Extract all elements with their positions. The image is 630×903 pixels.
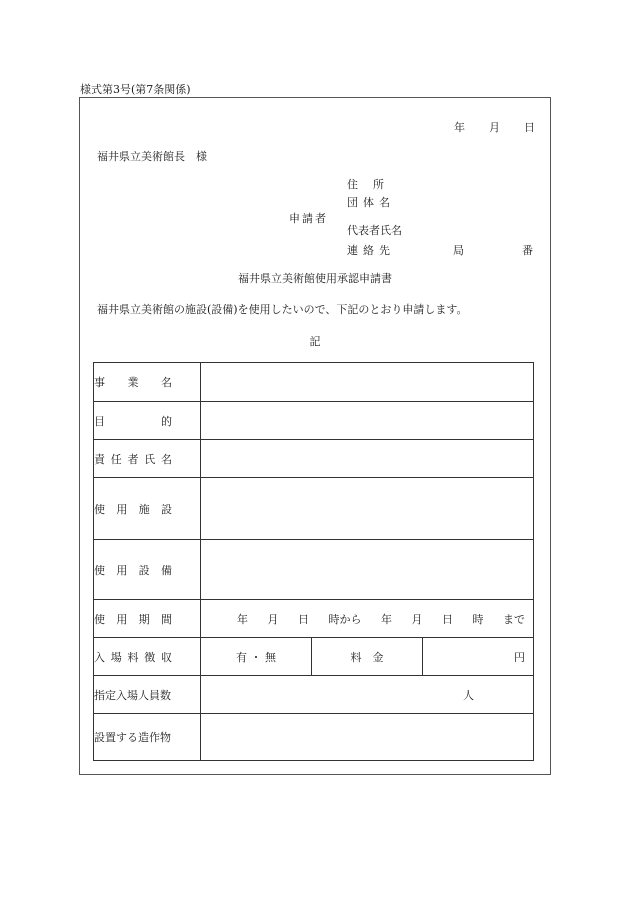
table-row	[94, 402, 534, 440]
addressee: 福井県立美術館長 様	[97, 150, 207, 163]
body-text: 福井県立美術館の施設(設備)を使用したいので、下記のとおり申請します。	[97, 303, 468, 316]
date-month: 月	[489, 121, 500, 134]
fee-field[interactable]: 円	[423, 638, 534, 676]
date-day: 日	[524, 121, 535, 134]
purpose-label: 目 的	[94, 402, 201, 440]
date-year: 年	[454, 121, 465, 134]
responsible-label: 責 任 者 氏 名	[94, 440, 201, 478]
project-name-field[interactable]	[201, 363, 534, 402]
table-row	[94, 540, 534, 600]
equipment-field[interactable]	[201, 540, 534, 600]
note-mark: 記	[309, 335, 321, 348]
exchange-label: 局	[453, 244, 464, 257]
table-row	[94, 440, 534, 478]
table-row	[94, 714, 534, 761]
yes-no-option[interactable]: 有 ・ 無	[201, 638, 312, 676]
equipment-label: 使 用 設 備	[94, 540, 201, 600]
number-label: 番	[522, 244, 533, 257]
project-name-label: 事 業 名	[94, 363, 201, 402]
representative-label: 代表者氏名	[347, 224, 402, 237]
purpose-field[interactable]	[201, 402, 534, 440]
structure-label: 設置する造作物	[94, 714, 201, 761]
application-table	[93, 362, 534, 761]
period-label: 使 用 期 間	[94, 600, 201, 638]
fee-label: 料 金	[312, 638, 423, 676]
capacity-label: 指定入場人員数	[94, 676, 201, 714]
table-row	[94, 638, 534, 676]
contact-label: 連絡先	[347, 244, 395, 257]
capacity-field[interactable]: 人	[201, 676, 534, 714]
table-row	[94, 478, 534, 540]
group-label: 団体名	[347, 196, 395, 209]
document-title: 福井県立美術館使用承認申請書	[238, 272, 392, 285]
facility-label: 使 用 施 設	[94, 478, 201, 540]
facility-field[interactable]	[201, 478, 534, 540]
table-row	[94, 600, 534, 638]
structure-field[interactable]	[201, 714, 534, 761]
address-label: 住所	[347, 178, 399, 191]
responsible-field[interactable]	[201, 440, 534, 478]
admission-label: 入 場 料 徴 収	[94, 638, 201, 676]
period-field[interactable]: 年 月 日 時から 年 月 日 時 まで	[201, 600, 534, 638]
applicant-label: 申請者	[289, 212, 328, 225]
table-row	[94, 676, 534, 714]
form-number: 様式第3号(第7条関係)	[80, 83, 191, 96]
table-row	[94, 363, 534, 402]
